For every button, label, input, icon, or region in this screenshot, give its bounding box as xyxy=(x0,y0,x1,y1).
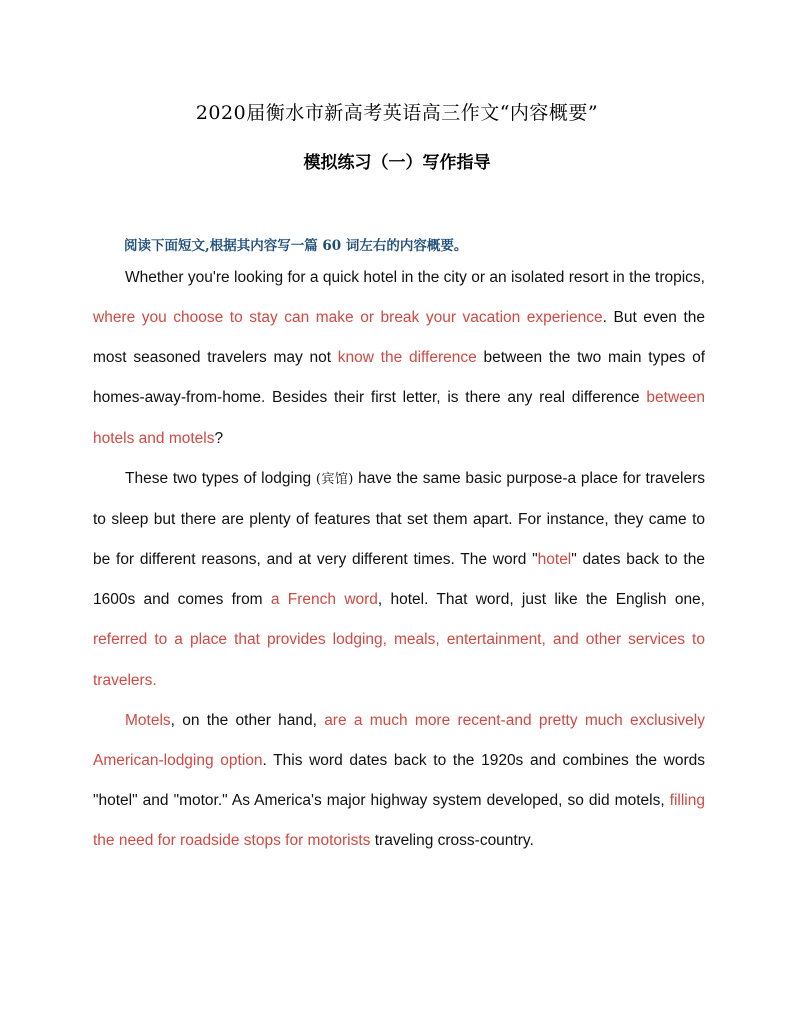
highlighted-phrase: between hotels and motels xyxy=(93,389,705,447)
document-title: 2020届衡水市新高考英语高三作文“内容概要” xyxy=(195,102,599,124)
highlighted-phrase: where you choose to stay can make or break your vacation experience xyxy=(93,309,603,327)
text-segment: traveling cross-country. xyxy=(370,832,534,850)
text-segment: These two types of lodging xyxy=(125,469,316,487)
text-segment: have the same basic purpose-a place for travelers to sleep but there are plenty of features that set them apart. For instance, they came to be for different reasons, and at very different times. The word " xyxy=(93,469,705,569)
text-segment: , on the other hand, xyxy=(170,711,325,729)
chinese-gloss: (宾馆) xyxy=(315,471,354,487)
highlighted-phrase: a French word xyxy=(270,591,378,609)
text-segment: . This word dates back to the 1920s and combines the words "hotel" and "motor." As America's major highway system developed, so did motels, xyxy=(93,751,705,810)
paragraph-3 xyxy=(93,701,705,862)
paragraph-2 xyxy=(93,459,705,701)
text-segment: " dates back to the 1600s and comes from xyxy=(93,551,705,609)
document-subtitle: 模拟练习（一）写作指导 xyxy=(303,153,491,173)
highlighted-phrase: know the difference xyxy=(337,349,477,367)
text-segment: ? xyxy=(214,429,224,447)
highlighted-phrase: are a much more recent-and pretty much exclusively American-lodging option xyxy=(93,711,705,769)
highlighted-phrase: filling the need for roadside stops for motorists xyxy=(93,792,705,850)
text-segment: Whether you're looking for a quick hotel in the city or an isolated resort in the tropics, xyxy=(125,269,705,286)
highlighted-phrase: hotel xyxy=(537,551,572,569)
text-segment: . But even the most seasoned travelers may not xyxy=(93,309,705,367)
passage xyxy=(93,258,705,861)
text-segment: , hotel. That word, just like the English one, xyxy=(377,591,705,609)
highlighted-phrase: Motels xyxy=(125,711,171,729)
text-segment: between the two main types of homes-away-from-home. Besides their first letter, is there any real difference xyxy=(93,349,705,407)
task-instruction: 阅读下面短文,根据其内容写一篇 60 词左右的内容概要。 xyxy=(124,238,468,254)
paragraph-1 xyxy=(93,258,705,459)
highlighted-phrase: referred to a place that provides lodging, meals, entertainment, and other services to travelers. xyxy=(93,631,705,689)
